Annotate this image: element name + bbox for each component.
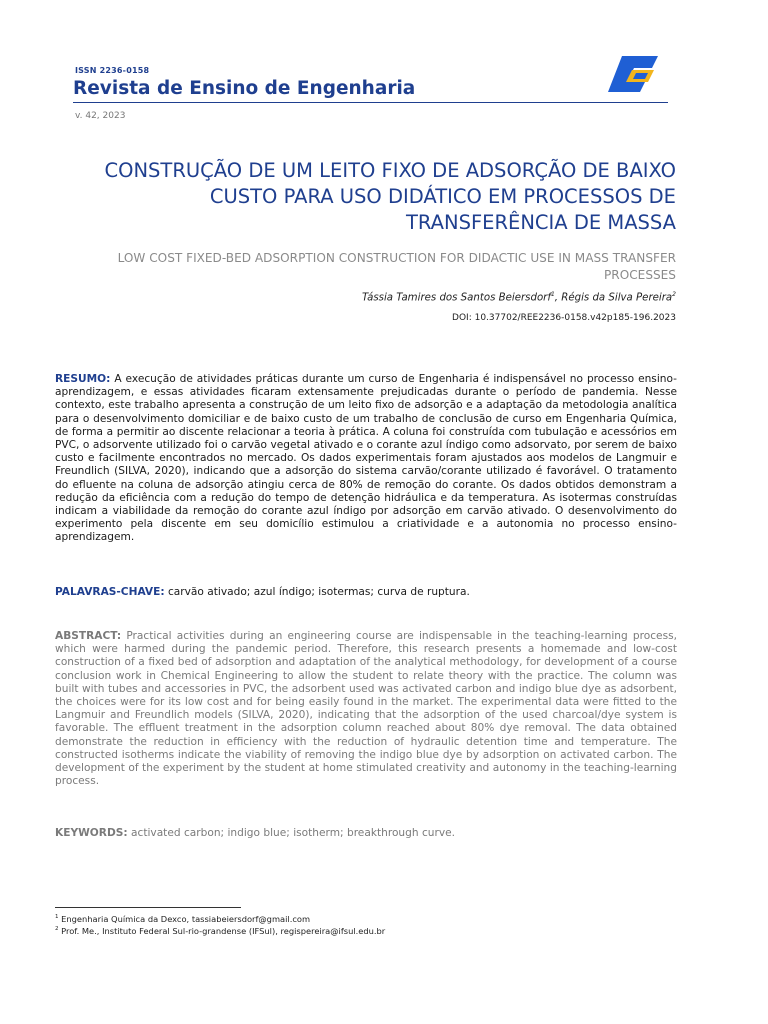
footnote-mark: 1 (55, 914, 59, 921)
palavras-chave-label: PALAVRAS-CHAVE: (55, 586, 165, 598)
palavras-chave-text: carvão ativado; azul índigo; isotermas; curva de ruptura. (164, 586, 470, 598)
author-separator: , (554, 292, 562, 304)
author-name: Tássia Tamires dos Santos Beiersdorf (361, 292, 551, 304)
footnote-rule (55, 907, 241, 908)
resumo-text: A execução de atividades práticas durante um curso de Engenharia é indispensável no processo ensino-aprendizagem, e essas atividades ficaram extensamente prejudicadas durante o período de pandemia. Nesse contexto, este trabalho apresenta a construção de um leito fixo de adsorção e a adaptação da metodologia analítica para o desenvolvimento domiciliar e de baixo custo de um trabalho de conclusão de curso em Engenharia Química, de forma a permitir ao discente relacionar a teoria à prática. A coluna foi construída com tubulação e acessórios em PVC, o adsorvente utilizado foi o carvão vegetal ativado e o corante azul índigo como adsorvato, por serem de baixo custo e facilmente encontrados no mercado. Os dados experimentais foram ajustados aos modelos de Langmuir e Freundlich (SILVA, 2020), indicando que a adsorção do sistema carvão/corante utilizado é favorável. O tratamento do efluente na coluna de adsorção atingiu cerca de 80% de remoção do corante. Os dados obtidos demonstram a redução da eficiência com a redução do tempo de detenção hidráulica e da temperatura. As isotermas construídas indicam a viabilidade da remoção do corante azul índigo por adsorção em carvão ativado. O desenvolvimento do experimento pela discente em seu domicílio estimulou a criatividade e a autonomia no processo ensino-aprendizagem. (55, 373, 677, 544)
volume-label: v. 42, 2023 (75, 111, 126, 121)
keywords-label: KEYWORDS: (55, 827, 128, 839)
article-title-pt: CONSTRUÇÃO DE UM LEITO FIXO DE ADSORÇÃO DE BAIXO CUSTO PARA USO DIDÁTICO EM PROCESSOS DE TRANSFERÊNCIA DE MASSA (104, 159, 676, 234)
resumo-paragraph (55, 373, 677, 545)
author-name: Régis da Silva Pereira (561, 292, 673, 304)
keywords-text: activated carbon; indigo blue; isotherm; breakthrough curve. (127, 827, 455, 839)
resumo-label: RESUMO: (55, 373, 111, 385)
abstract-paragraph (55, 630, 677, 788)
palavras-chave-paragraph (55, 586, 677, 599)
footnote-1 (55, 914, 677, 924)
keywords-paragraph (55, 827, 677, 840)
issn-label: ISSN 2236-0158 (75, 66, 150, 75)
abstract-text: Practical activities during an engineering course are indispensable in the teaching-learning process, which were harmed during the pandemic period. Therefore, this research presents a homemade and low-cost construction of a fixed bed of adsorption and adaptation of the analytical methodology, for development of a course conclusion work in Chemical Engineering to allow the student to relate theory with the practice. The column was built with tubes and accessories in PVC, the adsorbent used was activated carbon and indigo blue dye as adsorbent, the choices were for its low cost and for being easily found in the market. The experimental data were fitted to the Langmuir and Freundlich models (SILVA, 2020), indicating that the adsorption of the used charcoal/dye system is favorable. The effluent treatment in the adsorption column reached about 80% dye removal. The data obtained demonstrate the reduction in efficiency with the reduction of hydraulic detention time and temperature. The constructed isotherms indicate the viability of removing the indigo blue dye by adsorption on activated carbon. The development of the experiment by the student at home stimulated creativity and autonomy in the teaching-learning process. (55, 630, 677, 788)
footnote-text: Prof. Me., Instituto Federal Sul-rio-grandense (IFSul), regispereira@ifsul.edu.br (58, 926, 386, 936)
doi-label: DOI: 10.37702/REE2236-0158.v42p185-196.2023 (452, 313, 676, 323)
header-rule (73, 102, 668, 103)
author-footnote-mark: 1 (550, 291, 555, 298)
footnote-text: Engenharia Química da Dexco, tassiabeiersdorf@gmail.com (58, 914, 311, 924)
footnote-2 (55, 926, 677, 936)
journal-title: Revista de Ensino de Engenharia (73, 78, 416, 99)
footnote-mark: 2 (55, 926, 59, 933)
article-title-en: LOW COST FIXED-BED ADSORPTION CONSTRUCTION FOR DIDACTIC USE IN MASS TRANSFER PROCESSES (117, 251, 676, 282)
ree-logo-icon (604, 52, 662, 96)
author-footnote-mark: 2 (672, 291, 676, 298)
abstract-label: ABSTRACT: (55, 630, 122, 642)
author-list (60, 291, 676, 303)
